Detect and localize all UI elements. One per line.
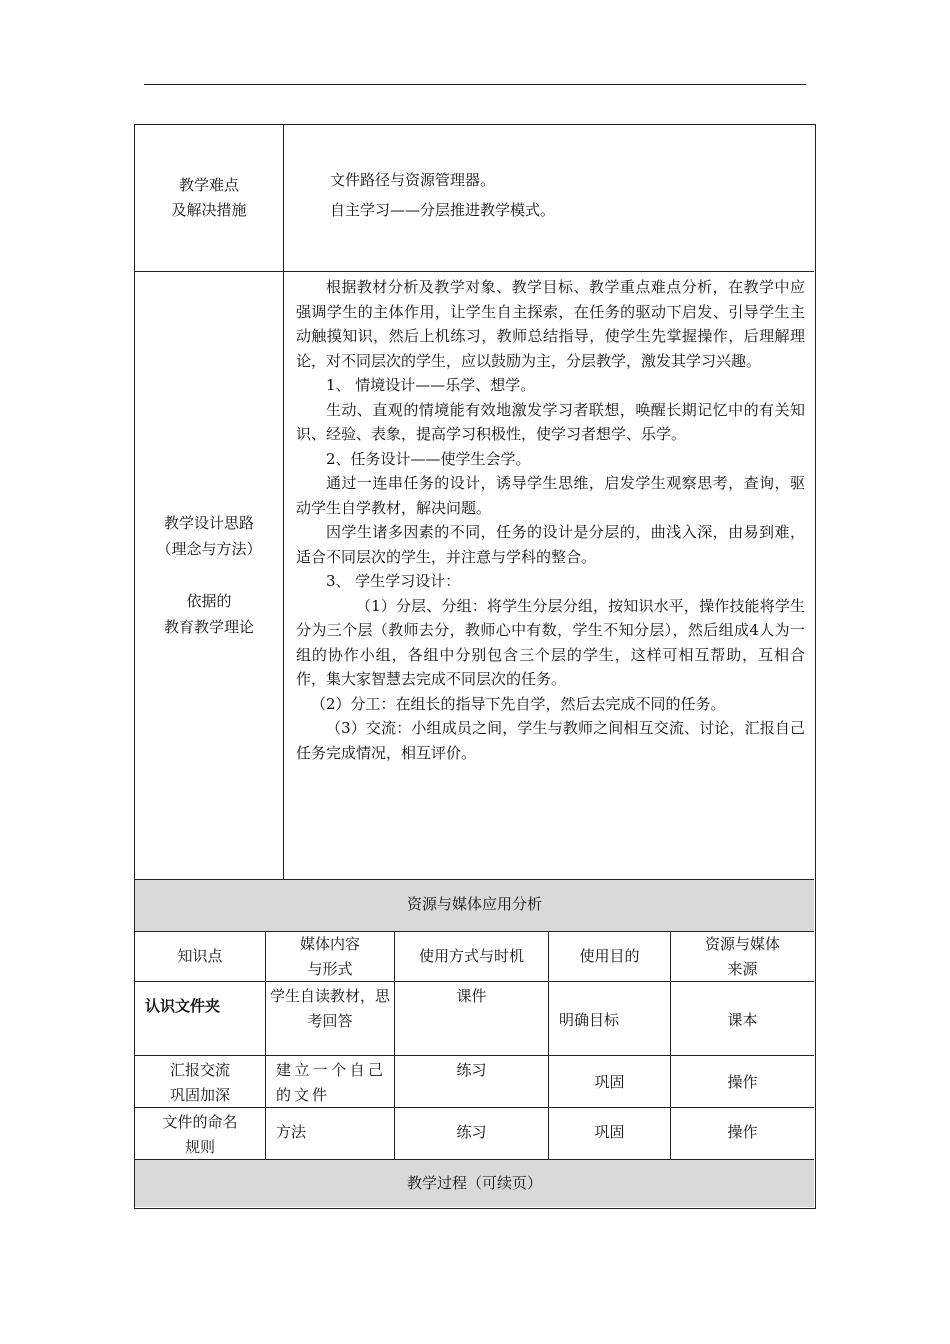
design-paragraph: 根据教材分析及教学对象、教学目标、教学重点难点分析，在教学中应强调学生的主体作用，让学生自主探索，在任务的驱动下启发、引导学生主动触摸知识，然后上机练习，教师总结指导，使学生先掌握操作，后理解理论，对不同层次的学生，应以鼓励为主，分层教学，激发其学习兴趣。 — [296, 278, 805, 370]
row2-point: 汇报交流 巩固加深 — [135, 1055, 265, 1107]
row2-content: 建立一个自己的文件 — [265, 1055, 394, 1107]
row1-purpose: 明确目标 — [548, 981, 670, 1055]
row3-content: 方法 — [265, 1107, 394, 1159]
difficulty-line-1: 文件路径与资源管理器。 — [330, 171, 496, 189]
media-section-title-text: 资源与媒体应用分析 — [406, 895, 542, 913]
header-media-source: 资源与媒体 来源 — [670, 931, 814, 981]
lesson-plan-table — [134, 124, 816, 1209]
difficulty-content-cell — [283, 125, 814, 271]
design-label-line2: （理念与方法） — [156, 540, 262, 558]
row3-purpose: 巩固 — [548, 1107, 670, 1159]
teaching-process-text: 教学过程（可续页） — [406, 1174, 542, 1192]
design-paragraph: （3）交流：小组成员之间，学生与教师之间相互交流、讨论，汇报自己任务完成情况，相互评价。 — [296, 719, 805, 762]
design-label-line1: 教学设计思路 — [163, 514, 254, 532]
row1-source: 课本 — [670, 981, 814, 1055]
teaching-process-footer — [135, 1159, 814, 1207]
row2-source: 操作 — [670, 1055, 814, 1107]
difficulty-label-line2: 及解决措施 — [171, 200, 247, 219]
design-heading: 1、 情境设计——乐学、想学。 — [326, 376, 536, 394]
design-paragraph: （1）分层、分组：将学生分层分组，按知识水平，操作技能将学生分为三个层（教师去分，教师心中有数，学生不知分层），然后组成4人为一组的协作小组，各组中分别包含三个层的学生，这样可相互帮助，互相合作，集大家智慧去完成不同层次的任务。 — [296, 596, 805, 688]
row3-method: 练习 — [394, 1107, 548, 1159]
row1-point: 认识文件夹 — [135, 981, 265, 1055]
design-label-line4: 教育教学理论 — [163, 618, 254, 636]
design-label-cell — [135, 271, 283, 879]
design-paragraph: 生动、直观的情境能有效地激发学习者联想，唤醒长期记忆中的有关知识、经验、表象，提高学习积极性，使学习者想学、乐学。 — [296, 400, 805, 443]
header-usage-method: 使用方式与时机 — [394, 931, 548, 981]
header-rule — [144, 84, 806, 85]
row1-content: 学生自读教材，思考回答 — [265, 981, 394, 1055]
design-heading: 3、 学生学习设计： — [326, 572, 461, 590]
row3-point: 文件的命名 规则 — [135, 1107, 265, 1159]
design-paragraph: 通过一连串任务的设计，诱导学生思维，启发学生观察思考，查询，驱动学生自学教材，解决问题。 — [296, 474, 805, 517]
row2-method: 练习 — [394, 1055, 548, 1107]
design-paragraph: 因学生诸多因素的不同，任务的设计是分层的，曲浅入深，由易到难，适合不同层次的学生，并注意与学科的整合。 — [296, 523, 805, 566]
difficulty-line-2: 自主学习——分层推进教学模式。 — [330, 201, 556, 219]
difficulty-label-line1: 教学难点 — [178, 176, 239, 194]
design-label-line3: 依据的 — [186, 592, 232, 610]
design-heading: 2、任务设计——使学生会学。 — [326, 449, 531, 468]
row3-source: 操作 — [670, 1107, 814, 1159]
header-media-content: 媒体内容 与形式 — [265, 931, 394, 981]
design-paragraph: （2）分工：在组长的指导下先自学，然后去完成不同的任务。 — [311, 694, 726, 713]
header-usage-purpose: 使用目的 — [548, 931, 670, 981]
media-section-title — [135, 879, 814, 931]
header-knowledge-point: 知识点 — [135, 931, 265, 981]
row2-purpose: 巩固 — [548, 1055, 670, 1107]
difficulty-label-cell — [135, 125, 283, 271]
row1-method: 课件 — [394, 981, 548, 1055]
design-content-cell — [283, 271, 814, 879]
